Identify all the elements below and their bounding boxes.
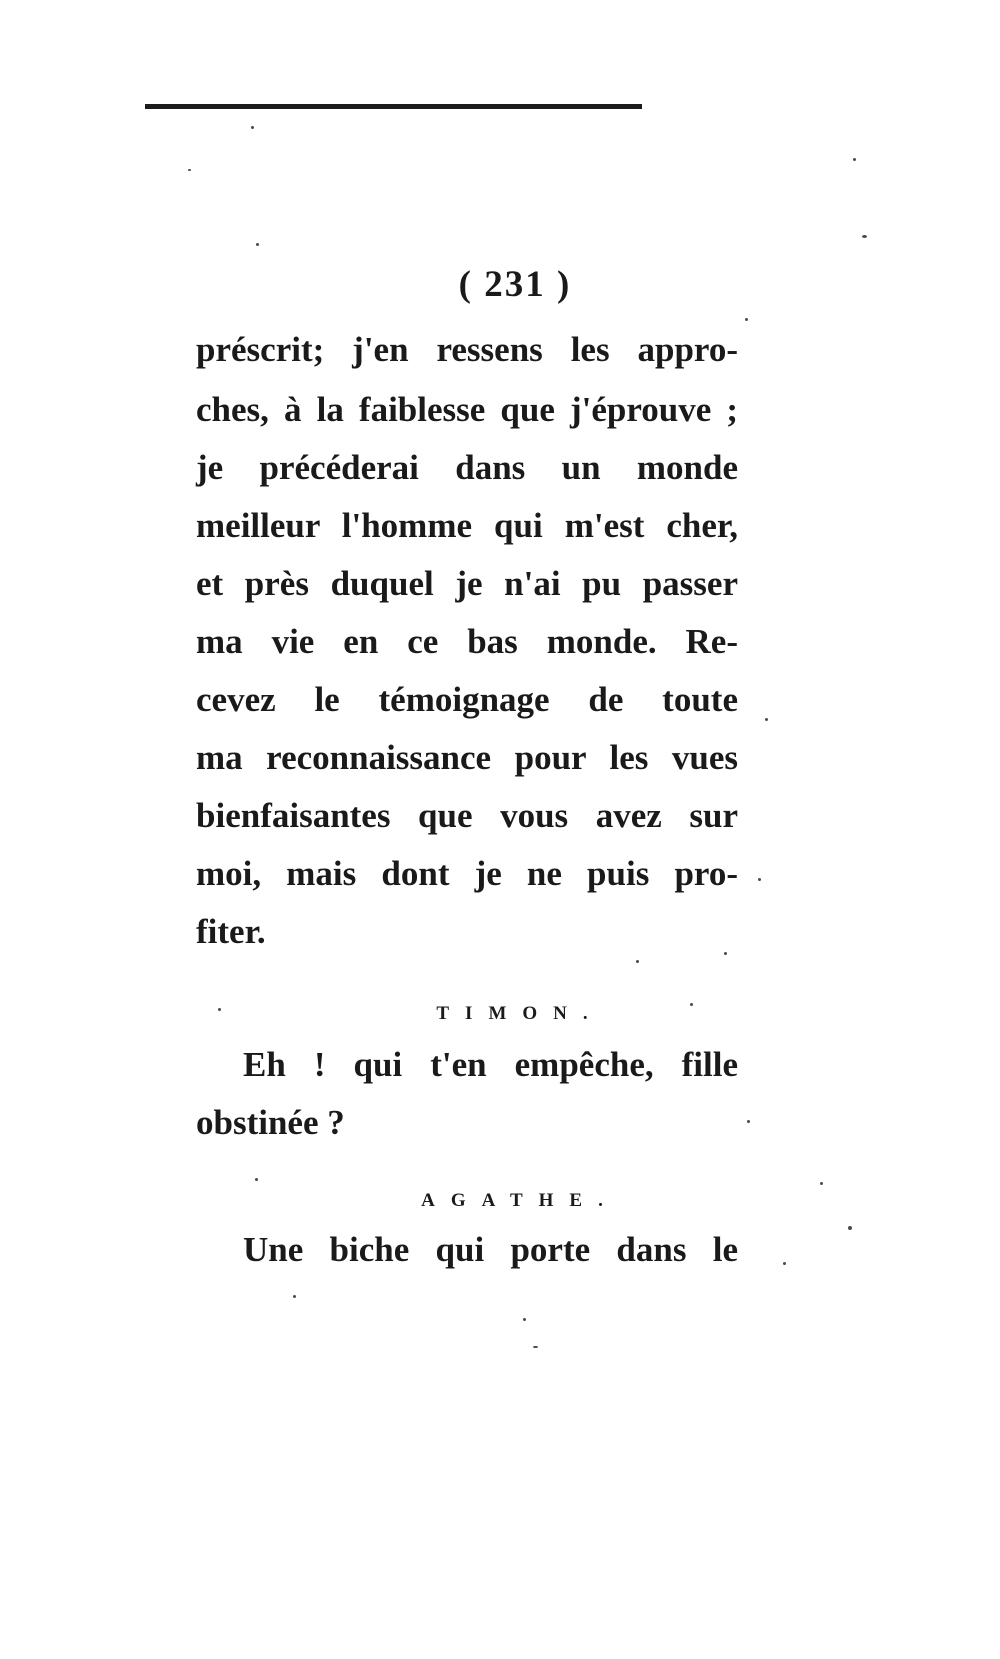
body-line: préscrit; j'en ressens les appro- xyxy=(196,330,738,369)
speech-line: obstinée ? xyxy=(196,1103,345,1142)
scan-speck xyxy=(690,1003,693,1006)
scan-speck xyxy=(255,1178,258,1181)
scan-speck xyxy=(758,878,761,881)
speech-line: Une biche qui porte dans le xyxy=(243,1230,738,1269)
scan-speck xyxy=(293,1295,296,1298)
scan-speck xyxy=(853,158,856,161)
speaker-heading-agathe: AGATHE. xyxy=(421,1190,619,1211)
body-line: cevez le témoignage de toute xyxy=(196,680,738,719)
body-line: je précéderai dans un monde xyxy=(196,448,738,487)
speaker-heading-timon: TIMON. xyxy=(436,1003,604,1024)
body-line-last: fiter. xyxy=(196,912,266,951)
body-line: meilleur l'homme qui m'est cher, xyxy=(196,506,738,545)
scan-speck xyxy=(848,1226,852,1230)
scan-speck xyxy=(188,169,191,171)
scan-speck xyxy=(218,1008,221,1011)
speech-line: Eh ! qui t'en empêche, fille xyxy=(243,1045,738,1084)
scan-speck xyxy=(862,235,867,238)
scan-speck xyxy=(251,126,254,129)
body-line: et près duquel je n'ai pu passer xyxy=(196,564,738,603)
body-line: moi, mais dont je ne puis pro- xyxy=(196,854,738,893)
body-line: bienfaisantes que vous avez sur xyxy=(196,796,738,835)
scan-speck xyxy=(783,1262,786,1265)
top-rule xyxy=(145,104,642,109)
scan-speck xyxy=(820,1182,823,1185)
scan-speck xyxy=(747,1120,750,1123)
scan-speck xyxy=(636,960,639,963)
body-line: ches, à la faiblesse que j'éprouve ; xyxy=(196,390,738,429)
scan-speck xyxy=(724,952,727,955)
body-line: ma vie en ce bas monde. Re- xyxy=(196,622,738,661)
page-number: ( 231 ) xyxy=(458,264,572,305)
scan-speck xyxy=(745,318,748,321)
scan-speck xyxy=(765,718,768,721)
scan-speck xyxy=(533,1346,538,1348)
body-line: ma reconnaissance pour les vues xyxy=(196,738,738,777)
scan-speck xyxy=(523,1318,526,1321)
scan-speck xyxy=(256,243,259,246)
